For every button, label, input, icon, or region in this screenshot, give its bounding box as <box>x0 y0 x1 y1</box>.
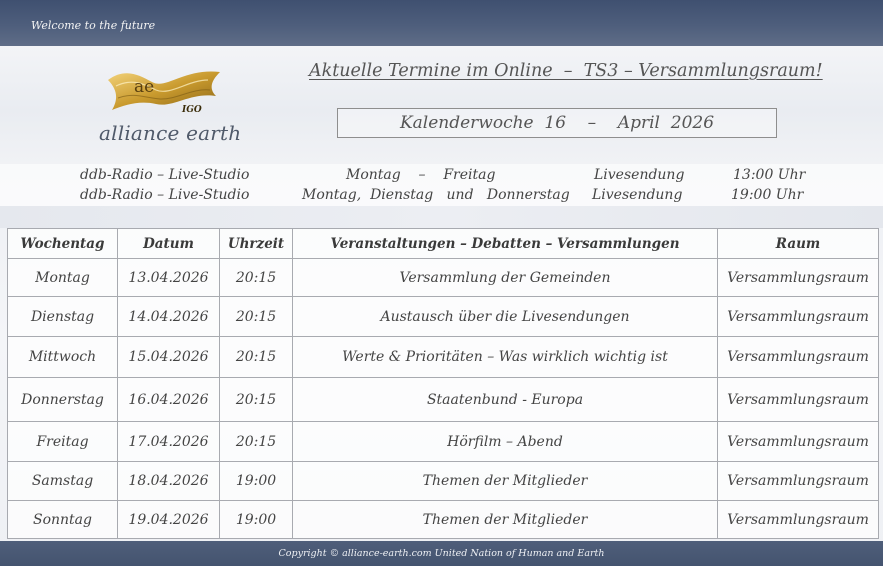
cell-uhrzeit: 20:15 <box>220 297 293 337</box>
cell-uhrzeit: 20:15 <box>220 259 293 297</box>
table-header-row <box>8 229 879 259</box>
cell-veranstaltung: Staatenbund - Europa <box>293 378 718 422</box>
cell-raum: Versammlungsraum <box>718 378 879 422</box>
cell-uhrzeit: 19:00 <box>220 501 293 539</box>
cell-datum: 15.04.2026 <box>118 337 220 378</box>
table-row <box>8 259 879 297</box>
schedule-days: Montag – Freitag <box>346 167 496 183</box>
table-row <box>8 337 879 378</box>
events-table <box>7 228 879 539</box>
cell-datum: 18.04.2026 <box>118 462 220 501</box>
footer <box>0 541 883 566</box>
cell-datum: 14.04.2026 <box>118 297 220 337</box>
col-header-datum: Datum <box>118 229 220 259</box>
cell-wochentag: Sonntag <box>8 501 118 539</box>
page-headline: Aktuelle Termine im Online – TS3 – Versammlungsraum! <box>309 61 823 81</box>
cell-wochentag: Dienstag <box>8 297 118 337</box>
cell-uhrzeit: 20:15 <box>220 378 293 422</box>
cell-veranstaltung: Themen der Mitglieder <box>293 501 718 539</box>
cell-raum: Versammlungsraum <box>718 337 879 378</box>
cell-raum: Versammlungsraum <box>718 297 879 337</box>
table-row <box>8 422 879 462</box>
cell-wochentag: Montag <box>8 259 118 297</box>
cell-veranstaltung: Versammlung der Gemeinden <box>293 259 718 297</box>
cell-wochentag: Donnerstag <box>8 378 118 422</box>
cell-veranstaltung: Austausch über die Livesendungen <box>293 297 718 337</box>
cell-raum: Versammlungsraum <box>718 422 879 462</box>
cell-raum: Versammlungsraum <box>718 462 879 501</box>
cell-veranstaltung: Werte & Prioritäten – Was wirklich wichtig ist <box>293 337 718 378</box>
cell-raum: Versammlungsraum <box>718 259 879 297</box>
schedule-type: Livesendung <box>592 187 683 203</box>
cell-wochentag: Samstag <box>8 462 118 501</box>
col-header-veranstaltungen: Veranstaltungen – Debatten – Versammlungen <box>293 229 718 259</box>
cell-uhrzeit: 20:15 <box>220 337 293 378</box>
logo-sub: IGO <box>182 105 202 115</box>
cell-wochentag: Freitag <box>8 422 118 462</box>
col-header-raum: Raum <box>718 229 879 259</box>
table-row <box>8 462 879 501</box>
alliance-earth-logo[interactable] <box>104 66 224 118</box>
calendar-week-box: Kalenderwoche 16 – April 2026 <box>337 108 777 138</box>
cell-raum: Versammlungsraum <box>718 501 879 539</box>
schedule-type: Livesendung <box>594 167 685 183</box>
cell-uhrzeit: 19:00 <box>220 462 293 501</box>
top-bar <box>0 0 883 46</box>
schedule-days: Montag, Dienstag und Donnerstag <box>302 187 570 203</box>
cell-veranstaltung: Themen der Mitglieder <box>293 462 718 501</box>
logo-name: alliance earth <box>99 121 242 145</box>
logo-letters: ae <box>134 77 155 97</box>
col-header-wochentag: Wochentag <box>8 229 118 259</box>
divider-band <box>0 206 883 228</box>
schedule-time: 13:00 Uhr <box>733 167 806 183</box>
schedule-time: 19:00 Uhr <box>731 187 804 203</box>
welcome-text: Welcome to the future <box>31 19 156 32</box>
table-row <box>8 297 879 337</box>
copyright-text: Copyright © alliance-earth.com United Nation of Human and Earth <box>278 548 605 559</box>
table-row <box>8 501 879 539</box>
cell-datum: 16.04.2026 <box>118 378 220 422</box>
cell-veranstaltung: Hörfilm – Abend <box>293 422 718 462</box>
schedule-studio: ddb-Radio – Live-Studio <box>80 187 250 203</box>
table-row <box>8 378 879 422</box>
cell-wochentag: Mittwoch <box>8 337 118 378</box>
col-header-uhrzeit: Uhrzeit <box>220 229 293 259</box>
cell-datum: 13.04.2026 <box>118 259 220 297</box>
cell-datum: 19.04.2026 <box>118 501 220 539</box>
cell-uhrzeit: 20:15 <box>220 422 293 462</box>
schedule-studio: ddb-Radio – Live-Studio <box>80 167 250 183</box>
cell-datum: 17.04.2026 <box>118 422 220 462</box>
